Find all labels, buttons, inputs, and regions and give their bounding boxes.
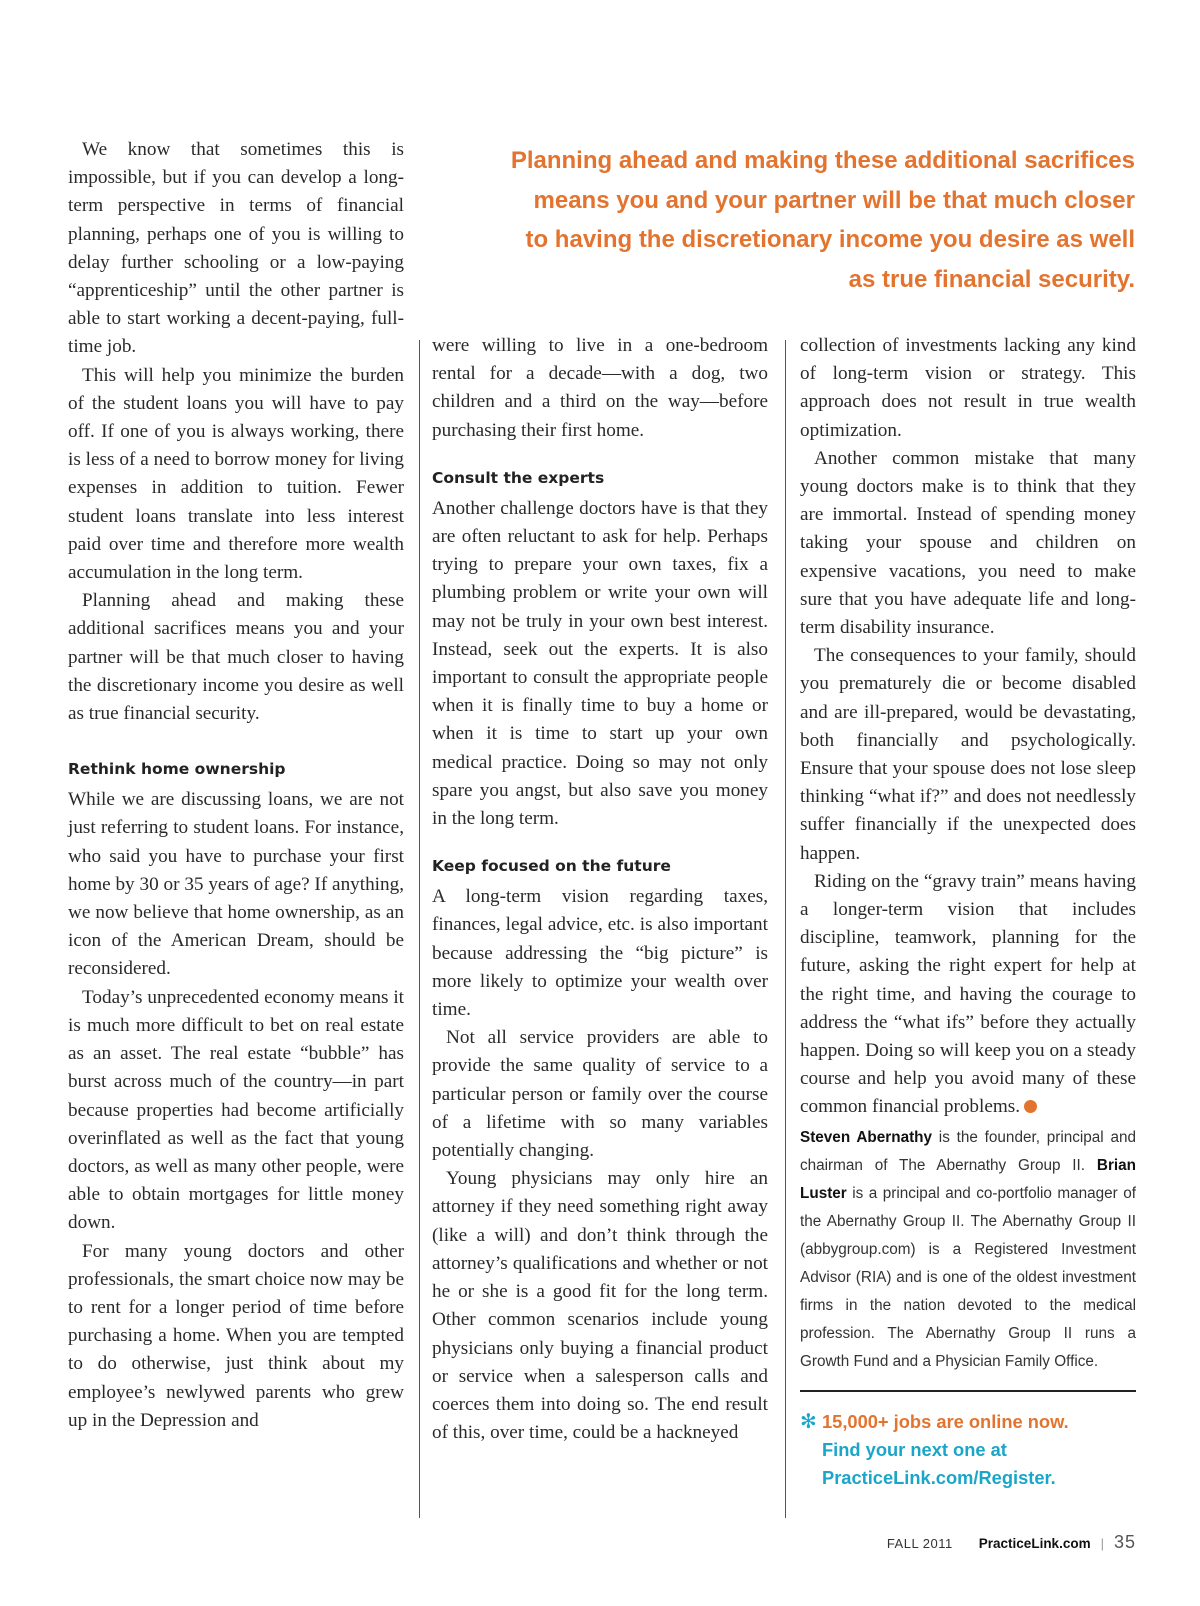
section-heading: Consult the experts — [432, 468, 605, 487]
issue-label: FALL 2011 — [886, 1536, 953, 1551]
bio-text: is a principal and co-portfolio manager of the Abernathy Group II. The Abernathy Group II (abbygroup.com) is a Registered Investment Advisor (RIA) and is one of the oldest investment firms in the nation devoted to the medical profession. The Abernathy Group II runs a Growth Fund and a Physician Family Office. — [800, 1184, 1136, 1370]
paragraph: Not all service providers are able to provide the same quality of service to a particular person or family over the course of a lifetime with so many variables potentially changing. — [432, 1027, 768, 1162]
page-number: 35 — [1113, 1532, 1136, 1552]
paragraph: were willing to live in a one-bedroom rental for a decade—with a dog, two children and a third on the way—before purchasing their first home. — [432, 335, 768, 441]
end-mark-icon — [1024, 1100, 1037, 1113]
author-bio — [800, 1124, 1136, 1376]
article-column-3 — [800, 332, 1136, 1492]
paragraph: Another common mistake that many young doctors make is to think that they are immortal. Instead of spending money taking your spouse and children on expensive vacations, you need to make sure that you have adequate life and long-term disability insurance. — [800, 447, 1136, 639]
section-heading: Rethink home ownership — [68, 760, 286, 779]
asterisk-icon: ✻ — [800, 1410, 817, 1433]
article-column-2 — [432, 332, 768, 1447]
column-divider — [419, 340, 420, 1518]
paragraph: We know that sometimes this is impossible, but if you can develop a long-term perspective in terms of financial planning, perhaps one of you is willing to delay further schooling or a low-paying “apprenticeship” until the other partner is able to start working a decent-paying, full-time job. — [68, 139, 404, 358]
author-name: Steven Abernathy — [800, 1128, 933, 1146]
paragraph: Young physicians may only hire an attorney if they need something right away (like a will) and don’t think through the attorney’s qualifications and whether or not he or she is a good fit for the long term. Other common scenarios include young physicians only buying a financial product or service when a salesperson calls and coerces them into doing so. The end result of this, over time, could be a hackneyed — [432, 1168, 768, 1444]
paragraph: For many young doctors and other professionals, the smart choice now may be to rent for a longer period of time before purchasing a home. When you are tempted to do otherwise, just think about my employee’s newlywed parents who grew up in the Depression and — [68, 1240, 404, 1431]
author-name: Brian Luster — [800, 1156, 1136, 1202]
bio-text: is the founder, principal and chairman of The Abernathy Group II. — [800, 1128, 1136, 1174]
article-column-1 — [68, 136, 404, 1435]
footer-separator: | — [1100, 1536, 1104, 1551]
paragraph: A long-term vision regarding taxes, finances, legal advice, etc. is also important because addressing the “big picture” is more likely to optimize your wealth over time. — [432, 886, 768, 1021]
paragraph: While we are discussing loans, we are not just referring to student loans. For instance, who said you have to purchase your first home by 30 or 35 years of age? If anything, we now believe that home ownership, as an icon of the American Dream, should be reconsidered. — [68, 789, 404, 980]
paragraph-text: Riding on the “gravy train” means having a longer-term vision that includes discipline, teamwork, planning for the future, asking the right expert for help at the right time, and having the courage to address the “what ifs” before they actually happen. Doing so will keep you on a steady course and help you avoid many of these common financial problems. — [800, 870, 1136, 1118]
page-footer — [887, 1532, 1136, 1553]
promo-line: 15,000+ jobs are online now. — [822, 1410, 1069, 1432]
paragraph: The consequences to your family, should you prematurely die or become disabled and are ill-prepared, would be devastating, both financially and psychologically. Ensure that your spouse does not lose sleep thinking “what if?” and does not needlessly suffer financially if the unexpected does happen. — [800, 645, 1136, 864]
column-divider — [785, 340, 786, 1518]
site-name: PracticeLink.com — [978, 1536, 1091, 1551]
horizontal-rule — [800, 1390, 1136, 1392]
paragraph — [800, 868, 1136, 1122]
section-heading: Keep focused on the future — [432, 857, 671, 876]
promo-link[interactable]: PracticeLink.com/Register. — [822, 1466, 1056, 1488]
paragraph: Today’s unprecedented economy means it is much more difficult to bet on real estate as an asset. The real estate “bubble” has burst across much of the country—in part because properties had become artificially overinflated as well as the fact that young doctors, as well as many other people, were able to obtain mortgages for little money down. — [68, 986, 404, 1234]
paragraph: Planning ahead and making these additional sacrifices means you and your partner will be that much closer to having the discretionary income you desire as well as true financial security. — [68, 590, 404, 725]
pull-quote: Planning ahead and making these additional sacrifices means you and your partner will be that much closer to having the discretionary income you desire as well as true financial security. — [510, 147, 1135, 293]
paragraph: Another challenge doctors have is that they are often reluctant to ask for help. Perhaps trying to prepare your own taxes, fix a plumbing problem or write your own will may not be truly in your own best interest. Instead, seek out the experts. It is also important to consult the appropriate people when it is finally time to buy a home or when it is time to start up your own medical practice. Doing so may not only spare you angst, but also save you money in the long term. — [432, 497, 768, 830]
promo-line: Find your next one at — [822, 1438, 1007, 1460]
paragraph: collection of investments lacking any kind of long-term vision or strategy. This approach does not result in true wealth optimization. — [800, 335, 1136, 441]
paragraph: This will help you minimize the burden of the student loans you will have to pay off. If one of you is always working, there is less of a need to borrow money for living expenses in addition to tuition. Fewer student loans translate into less interest paid over time and therefore more wealth accumulation in the long term. — [68, 364, 404, 584]
promo-callout[interactable] — [800, 1408, 1136, 1492]
